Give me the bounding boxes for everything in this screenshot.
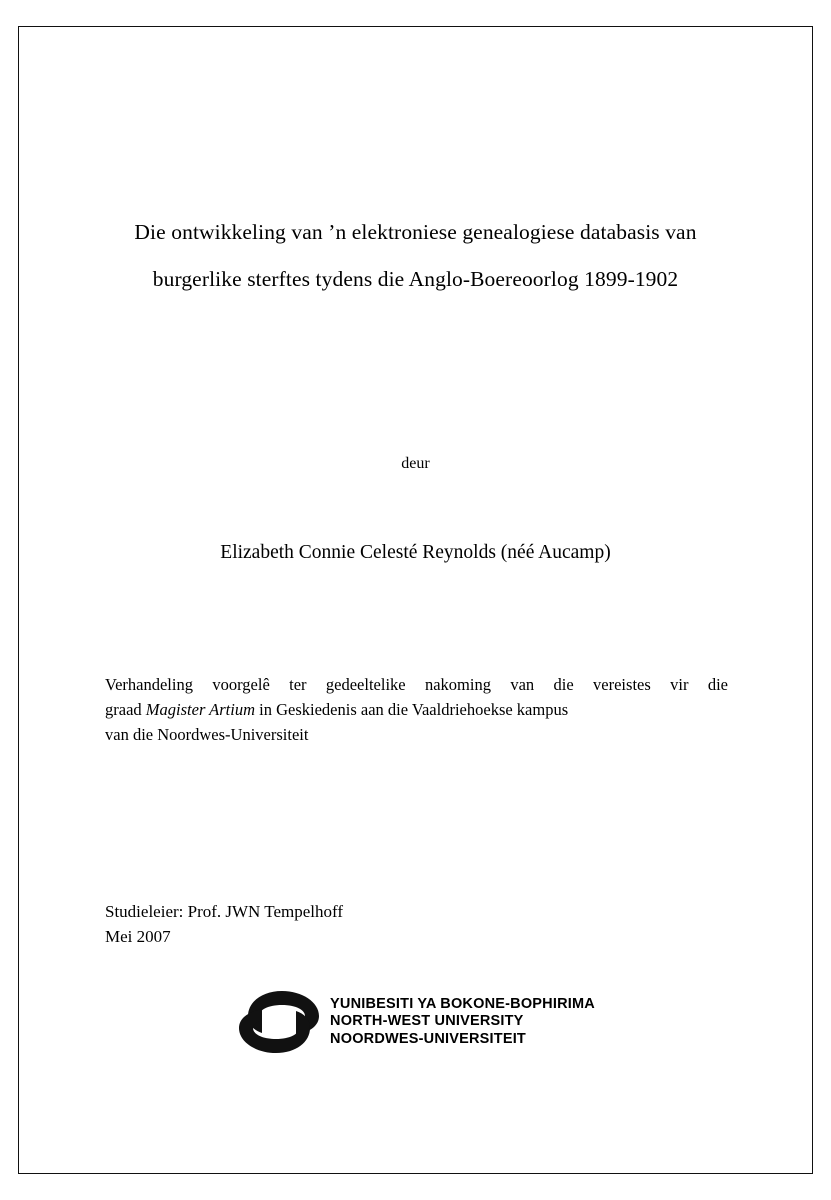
title-line-2: burgerlike sterftes tydens die Anglo-Boereoorlog 1899-1902 [152,267,679,291]
supervisor-and-date [105,899,343,949]
title-line-1: Die ontwikkeling van ’n elektroniese genealogiese databasis van [134,220,697,244]
logo-text-line-2: NORTH-WEST UNIVERSITY [330,1013,524,1030]
north-west-university-logo-icon [236,989,322,1055]
logo-text-line-3: NOORDWES-UNIVERSITEIT [330,1030,526,1047]
title-page [18,26,813,1174]
university-logo [19,989,812,1055]
supervisor-line: Studieleier: Prof. JWN Tempelhoff [105,902,344,921]
degree-statement [105,672,728,747]
degree-statement-line-3: van die Noordwes-Universiteit [105,725,309,744]
author-prefix-label: deur [401,455,430,472]
date-line: Mei 2007 [105,927,171,946]
logo-text-line-1: YUNIBESITI YA BOKONE-BOPHIRIMA [330,995,595,1012]
page-title [105,209,726,303]
degree-statement-line-2 [105,697,728,722]
degree-statement-line-2-after: in Geskiedenis aan die Vaaldriehoekse kampus [255,700,569,719]
degree-name-italic: Magister Artium [145,700,256,719]
author-name: Elizabeth Connie Celesté Reynolds (néé Aucamp) [220,542,611,563]
degree-statement-line-2-before: graad [105,700,146,719]
university-logo-text [330,996,595,1049]
degree-statement-line-1: Verhandeling voorgelê ter gedeeltelike nakoming van die vereistes vir die [105,675,728,694]
